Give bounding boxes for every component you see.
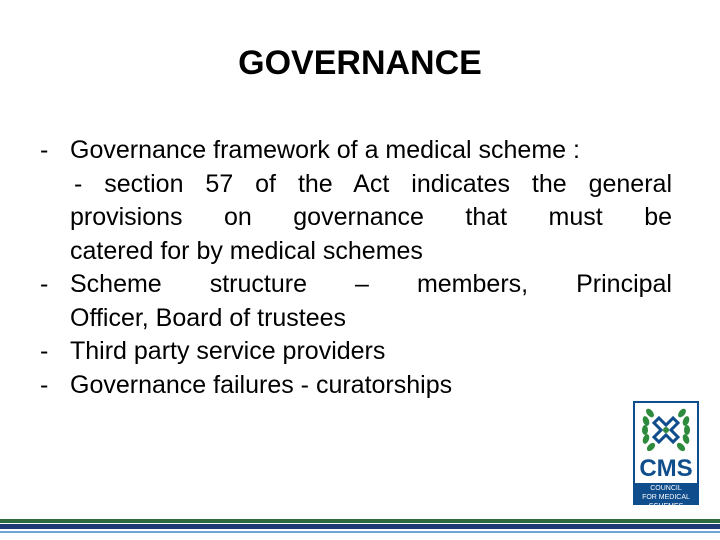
logo-band bbox=[635, 483, 697, 510]
bullet-text: Governance failures - curatorships bbox=[70, 370, 453, 399]
bullet-item bbox=[40, 268, 672, 335]
cms-logo bbox=[633, 401, 699, 510]
bullet-item bbox=[40, 134, 672, 168]
sub-line: - section 57 of the Act indicates the general bbox=[74, 169, 672, 198]
bullet-text: Third party service providers bbox=[70, 337, 386, 365]
sub-line: provisions on governance that must be bbox=[70, 203, 672, 231]
footer-stripe-green bbox=[0, 519, 720, 523]
slide-title: GOVERNANCE bbox=[238, 44, 482, 82]
bullet-dash: - bbox=[40, 370, 49, 399]
footer-stripe-blue bbox=[0, 524, 720, 529]
bullet-dash: - bbox=[40, 337, 49, 365]
logo-band-line: FOR MEDICAL SCHEMES bbox=[642, 494, 690, 510]
sub-line: catered for by medical schemes bbox=[70, 236, 423, 265]
footer-stripe-light bbox=[0, 531, 720, 533]
slide-content bbox=[40, 134, 672, 402]
laurel-cross-icon bbox=[635, 403, 697, 457]
bullet-item bbox=[40, 335, 672, 369]
logo-band-line: COUNCIL bbox=[650, 485, 682, 492]
bullet-text: Governance framework of a medical scheme : bbox=[70, 136, 580, 164]
bullet-text-continued: Officer, Board of trustees bbox=[70, 303, 347, 332]
sub-paragraph bbox=[40, 168, 672, 269]
bullet-dash: - bbox=[40, 136, 49, 164]
bullet-text: Scheme structure – members, Principal bbox=[70, 270, 672, 298]
bullet-item bbox=[40, 369, 672, 403]
logo-wordmark: CMS bbox=[639, 455, 693, 482]
bullet-dash: - bbox=[40, 270, 49, 298]
